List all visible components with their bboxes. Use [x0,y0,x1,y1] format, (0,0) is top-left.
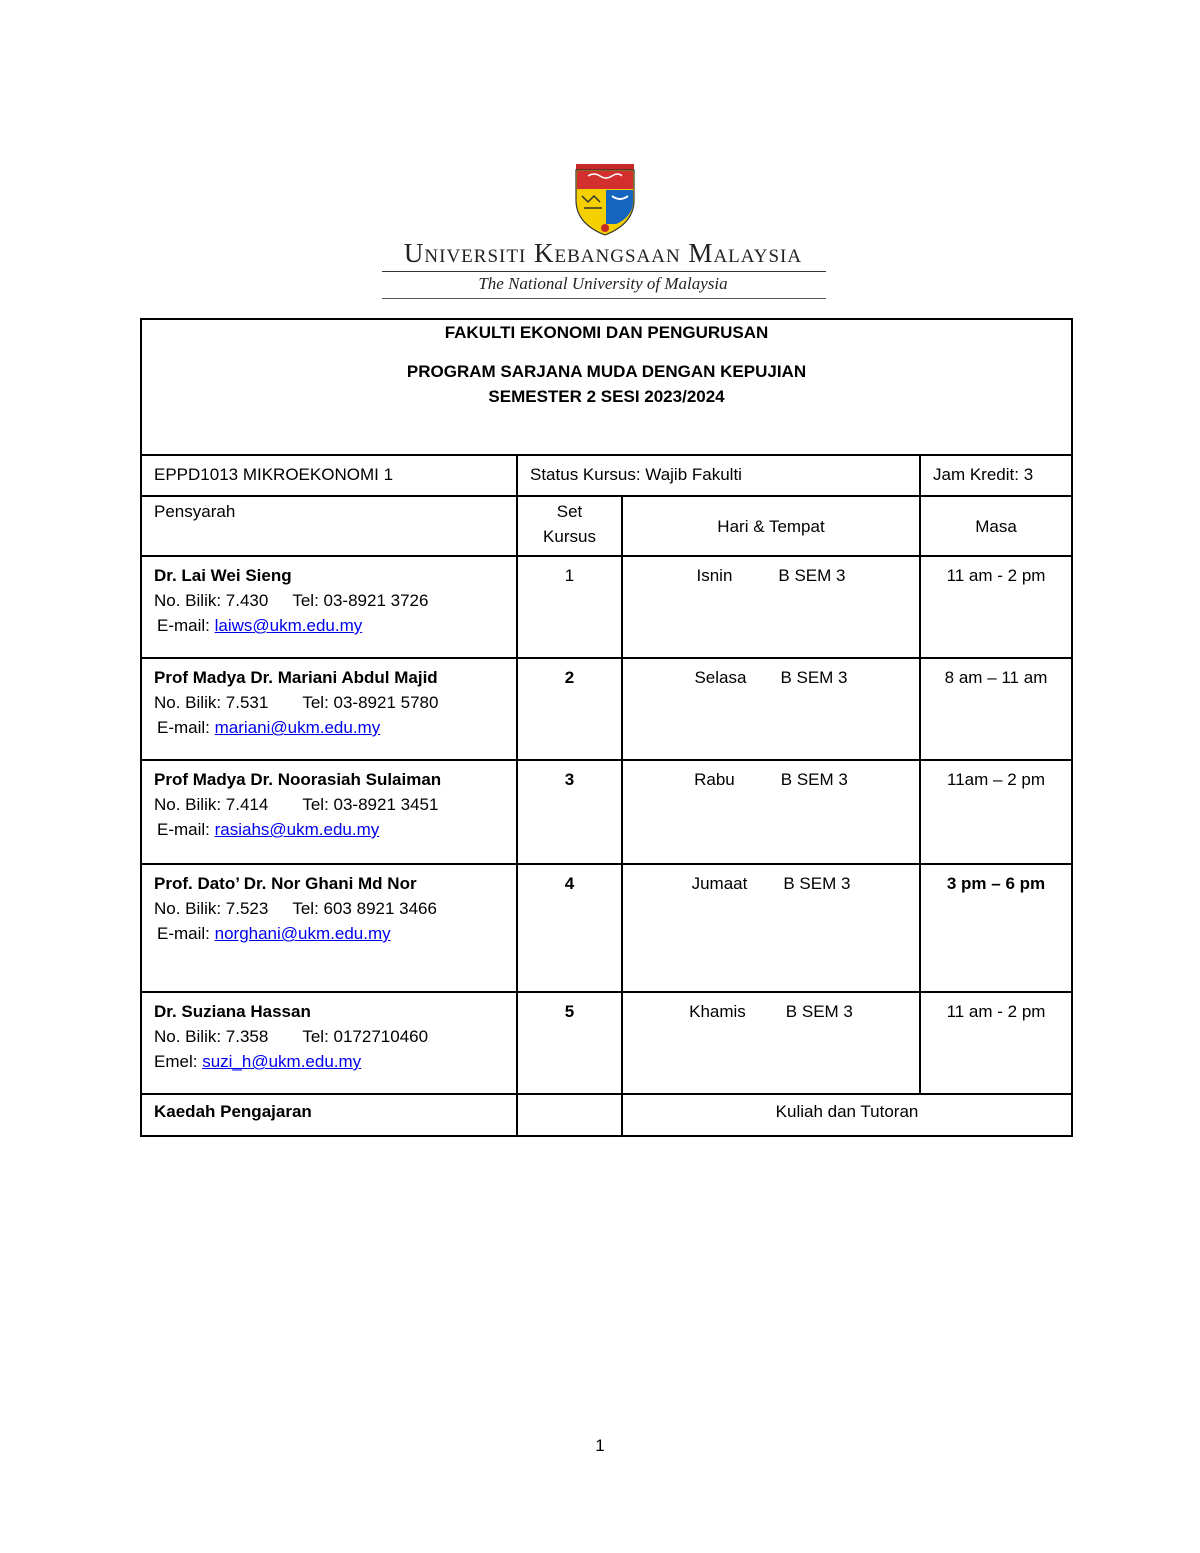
time-cell: 8 am – 11 am [920,658,1072,760]
time-cell: 11am – 2 pm [920,760,1072,864]
course-status-cell: Status Kursus: Wajib Fakulti [517,455,920,496]
time-cell: 11 am - 2 pm [920,992,1072,1094]
set-number: 1 [517,556,622,658]
place: B SEM 3 [780,668,848,687]
teaching-method-value: Kuliah dan Tutoran [622,1094,1072,1136]
day: Rabu [694,770,735,789]
email-link[interactable]: suzi_h@ukm.edu.my [202,1052,362,1071]
table-row [141,760,1072,864]
place: B SEM 3 [783,874,851,893]
semester-title: SEMESTER 2 SESI 2023/2024 [488,387,725,406]
day-place-cell [622,556,920,658]
lecturer-cell: Dr. Suziana Hassan No. Bilik: 7.358 Tel: 0172710460 Emel: suzi_h@ukm.edu.my [141,992,517,1094]
table-row [141,556,1072,658]
lecturer-cell: Dr. Lai Wei Sieng No. Bilik: 7.430 Tel: 03-8921 3726 E-mail: laiws@ukm.edu.my [141,556,517,658]
university-name: Universiti Kebangsaan Malaysia [403,238,803,268]
day: Selasa [694,668,747,687]
phone-number: Tel: 03-8921 3726 [292,591,429,610]
column-header-lecturer: Pensyarah [141,496,517,556]
table-row [141,658,1072,760]
logo-divider [382,271,826,272]
room-number: No. Bilik: 7.523 [154,899,269,918]
teaching-method-empty [517,1094,622,1136]
room-number: No. Bilik: 7.531 [154,693,269,712]
university-logo [380,160,830,300]
email-link[interactable]: norghani@ukm.edu.my [214,924,391,943]
lecturer-name: Prof Madya Dr. Mariani Abdul Majid [154,668,438,687]
ukm-crest-icon [570,164,640,236]
phone-number: Tel: 603 8921 3466 [292,899,437,918]
logo-divider-bottom [382,298,826,299]
lecturer-cell: Prof. Dato’ Dr. Nor Ghani Md Nor No. Bilik: 7.523 Tel: 603 8921 3466 E-mail: norghani@ukm.edu.my [141,864,517,992]
table-row [141,992,1072,1094]
day: Jumaat [691,874,748,893]
table-header [141,319,1072,455]
column-header-time: Masa [920,496,1072,556]
room-number: No. Bilik: 7.414 [154,795,269,814]
course-code-cell: EPPD1013 MIKROEKONOMI 1 [141,455,517,496]
phone-number: Tel: 0172710460 [302,1027,429,1046]
faculty-title: FAKULTI EKONOMI DAN PENGURUSAN [444,323,769,342]
place: B SEM 3 [778,566,846,585]
set-number: 3 [517,760,622,864]
program-title: PROGRAM SARJANA MUDA DENGAN KEPUJIAN [406,362,807,381]
room-number: No. Bilik: 7.358 [154,1027,269,1046]
day: Isnin [696,566,733,585]
set-number: 5 [517,992,622,1094]
place: B SEM 3 [785,1002,853,1021]
teaching-method-label: Kaedah Pengajaran [141,1094,517,1136]
table-row [141,864,1072,992]
email-link[interactable]: laiws@ukm.edu.my [214,616,363,635]
page-number: 1 [595,1436,605,1455]
set-number: 4 [517,864,622,992]
lecturer-name: Dr. Lai Wei Sieng [154,566,292,585]
lecturer-name: Dr. Suziana Hassan [154,1002,311,1021]
day-place-cell [622,992,920,1094]
lecturer-name: Prof. Dato’ Dr. Nor Ghani Md Nor [154,874,417,893]
day-place-cell [622,658,920,760]
email-link[interactable]: rasiahs@ukm.edu.my [214,820,380,839]
room-number: No. Bilik: 7.430 [154,591,269,610]
day-place-cell [622,864,920,992]
email-link[interactable]: mariani@ukm.edu.my [214,718,381,737]
phone-number: Tel: 03-8921 3451 [302,795,439,814]
column-header-set: Set Kursus [517,496,622,556]
day-place-cell [622,760,920,864]
course-info-table [140,318,1073,1137]
time-cell: 11 am - 2 pm [920,556,1072,658]
day: Khamis [689,1002,746,1021]
lecturer-cell: Prof Madya Dr. Noorasiah Sulaiman No. Bilik: 7.414 Tel: 03-8921 3451 E-mail: rasiahs@ukm.edu.my [141,760,517,864]
column-header-day-place: Hari & Tempat [622,496,920,556]
credit-hours-cell: Jam Kredit: 3 [920,455,1072,496]
university-subtitle: The National University of Malaysia [478,274,728,293]
time-cell: 3 pm – 6 pm [920,864,1072,992]
lecturer-cell: Prof Madya Dr. Mariani Abdul Majid No. Bilik: 7.531 Tel: 03-8921 5780 E-mail: mariani@ukm.edu.my [141,658,517,760]
place: B SEM 3 [780,770,848,789]
lecturer-name: Prof Madya Dr. Noorasiah Sulaiman [154,770,442,789]
set-number: 2 [517,658,622,760]
phone-number: Tel: 03-8921 5780 [302,693,439,712]
